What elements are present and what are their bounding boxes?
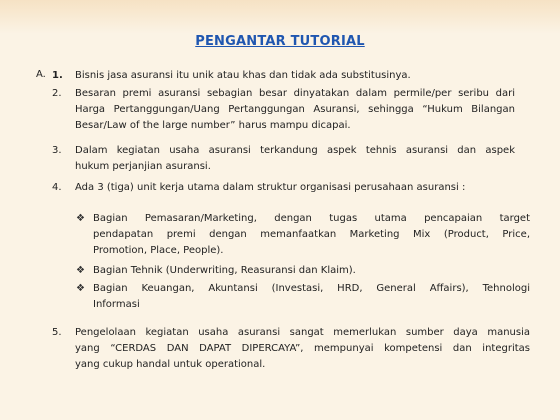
item-text-line: Besar/Law of the large number” harus mampu dicapai. <box>75 120 351 131</box>
item-text-line: Besaran premi asuransi sebagian besar dinyatakan dalam permile/per seribu dari <box>75 88 515 99</box>
bullet-text-line: Bagian Keuangan, Akuntansi (Investasi, HRD, General Affairs), Tehnologi <box>93 283 530 294</box>
diamond-bullet-icon: ❖ <box>76 213 85 224</box>
item-text-line: yang “CERDAS DAN DAPAT DIPERCAYA”, mempunyai kompetensi dan integritas <box>75 343 530 354</box>
list-item-2 <box>75 86 515 134</box>
list-item-5 <box>75 325 530 373</box>
list-item-3 <box>75 143 515 175</box>
item-text-line: Bisnis jasa asuransi itu unik atau khas dan tidak ada substitusinya. <box>75 70 411 81</box>
item-text-line: hukum perjanjian asuransi. <box>75 161 211 172</box>
bullet-text-line: Informasi <box>93 299 140 310</box>
bullet-text-line: Bagian Pemasaran/Marketing, dengan tugas utama pencapaian target <box>93 213 530 224</box>
item-text-line: Dalam kegiatan usaha asuransi terkandung aspek tehnis asuransi dan aspek <box>75 145 515 156</box>
item-number: 3. <box>52 145 62 156</box>
diamond-bullet-icon: ❖ <box>76 283 85 294</box>
item-text-line: Harga Pertanggungan/Uang Pertanggungan Asuransi, sehingga “Hukum Bilangan <box>75 104 515 115</box>
item-text-line: Ada 3 (tiga) unit kerja utama dalam struktur organisasi perusahaan asuransi : <box>75 182 466 193</box>
list-item-1 <box>75 68 515 84</box>
bullet-item-2 <box>93 263 530 279</box>
list-item-4 <box>75 180 515 196</box>
bullet-text-line: Bagian Tehnik (Underwriting, Reasuransi dan Klaim). <box>93 265 356 276</box>
page-title: PENGANTAR TUTORIAL <box>195 34 365 49</box>
header-gradient <box>0 0 560 34</box>
bullet-text-line: pendapatan premi dengan memanfaatkan Marketing Mix (Product, Price, <box>93 229 530 240</box>
section-letter: A. <box>36 69 46 80</box>
bullet-item-1 <box>93 211 530 259</box>
diamond-bullet-icon: ❖ <box>76 265 85 276</box>
item-text-line: yang cukup handal untuk operational. <box>75 359 266 370</box>
item-number: 5. <box>52 327 62 338</box>
bullet-item-3 <box>93 281 530 313</box>
item-text-line: Pengelolaan kegiatan usaha asuransi sangat memerlukan sumber daya manusia <box>75 327 530 338</box>
item-number: 1. <box>52 70 63 81</box>
item-number: 4. <box>52 182 62 193</box>
item-number: 2. <box>52 88 62 99</box>
bullet-text-line: Promotion, Place, People). <box>93 245 224 256</box>
